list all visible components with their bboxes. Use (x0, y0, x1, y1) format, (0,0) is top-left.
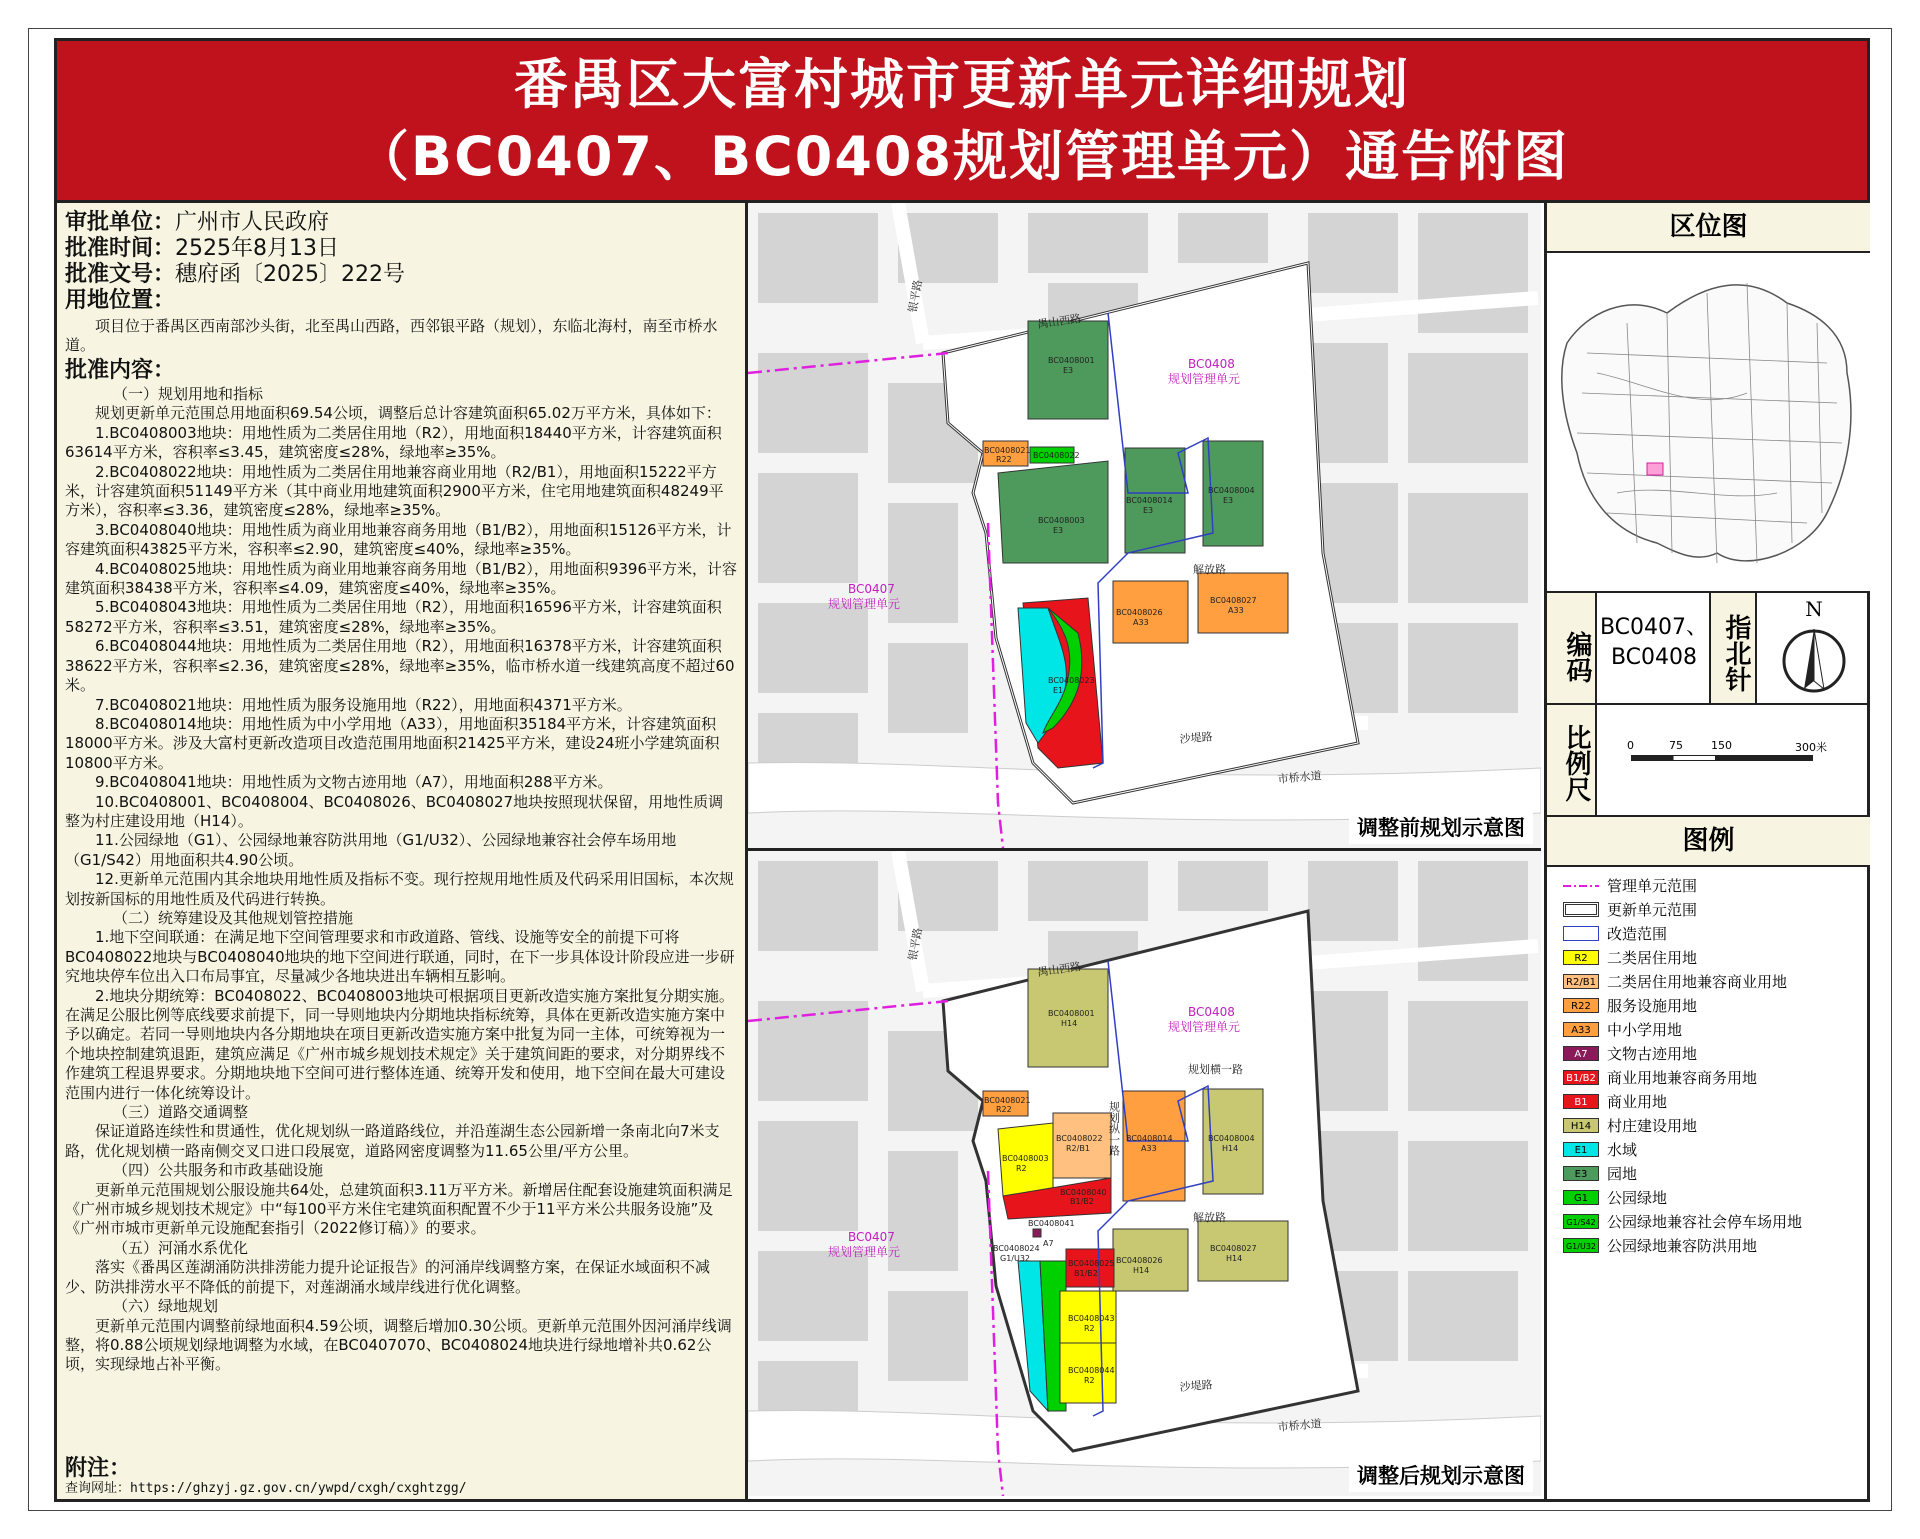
unit-bc0408-code: BC0408 (1188, 1005, 1235, 1019)
unit-bc0408-code: BC0408 (1188, 357, 1235, 371)
right-column (1544, 203, 1870, 1499)
label-bc0408014: BC0408014 (1126, 1134, 1173, 1143)
unit-bc0407-name: 规划管理单元 (828, 597, 901, 611)
s1-item: 2.BC0408022地块：用地性质为二类居住用地兼容商业用地（R2/B1），用地面积15222平方米，计容建筑面积51149平方米（其中商业用地建筑面积2900平方米，住宅用地建筑面积48249平方米），容积率≤3.36，建筑密度≤28%，绿地率≥35%。 (65, 462, 724, 520)
section-5-text: 落实《番禺区莲湖涌防洪排涝能力提升论证报告》的河涌岸线调整方案，在保证水域面积不减少、防洪排涝水平不降低的前提下，对莲湖涌水域岸线进行优化调整。 (65, 1258, 711, 1296)
project-location-marker (1647, 463, 1663, 475)
label-bc0408040: BC0408040 (1060, 1188, 1107, 1197)
section-1-title: （一）规划用地和指标 (113, 385, 264, 403)
road-yushan: 禺山西路 (1036, 311, 1082, 331)
code-value-2: BC0408 (1610, 645, 1698, 670)
legend-swatch: E3 (1563, 1166, 1599, 1181)
legend-label: 公园绿地兼容防洪用地 (1607, 1237, 1758, 1255)
label-bc0408021: BC0408021 (984, 1096, 1031, 1105)
north-arrow (1759, 595, 1869, 701)
label-a33: A33 (1228, 606, 1244, 615)
legend-label: 二类居住用地 (1607, 949, 1698, 967)
map-after-svg (748, 851, 1541, 1496)
s1-item: 9.BC0408041地块：用地性质为文物古迹用地（A7），用地面积288平方米。 (95, 773, 613, 792)
legend-dashdot-icon (1563, 878, 1599, 893)
legend-swatch: B1 (1563, 1094, 1599, 1109)
label-e3: E3 (1223, 496, 1234, 505)
label-bc0408003: BC0408003 (1002, 1154, 1049, 1163)
s1-item: 10.BC0408001、BC0408004、BC0408026、BC0408027地块按照现状保留，用地性质调整为村庄建设用地（H14）。 (65, 792, 724, 830)
unit-bc0408-name: 规划管理单元 (1168, 1020, 1241, 1034)
section-5-title: （五）河涌水系优化 (113, 1238, 249, 1257)
label-e1: E1 (1053, 686, 1064, 695)
label-bc0408027: BC0408027 (1210, 596, 1257, 605)
legend-title: 图例 (1547, 817, 1870, 867)
label-r22: R22 (996, 455, 1012, 464)
road-shadi: 沙堤路 (1179, 1378, 1214, 1394)
s1-item: 12.更新单元范围内其余地块用地性质及指标不变。现行控规用地性质及代码采用旧国标，本次规划按新国标的用地性质及代码进行转换。 (65, 870, 734, 908)
section-4-text: 更新单元范围规划公服设施共64处，总建筑面积3.11万平方米。新增居住配套设施建筑面积满足《广州市城乡规划技术规定》中“每100平方米住宅建筑面积配置不少于11平方米公共服务设施”及《广州市城市更新单元设施配套指引（2022修订稿）》的要求。 (65, 1180, 733, 1238)
legend-label: 园地 (1607, 1165, 1638, 1183)
road-zong1: 规划纵一路 (1107, 1101, 1121, 1156)
location-map-svg (1547, 253, 1870, 591)
map-before-caption: 调整前规划示意图 (1349, 810, 1533, 844)
north-label: 指北针 (1709, 593, 1757, 703)
approval-time-value: 2525年8月13日 (175, 236, 339, 261)
unit-bc0407-code: BC0407 (848, 1230, 895, 1244)
map-before-svg (748, 203, 1541, 848)
road-jiefang: 解放路 (1193, 1211, 1226, 1224)
label-bc0408003: BC0408003 (1038, 516, 1085, 525)
label-r2: R2 (1084, 1324, 1095, 1333)
label-e3: E3 (1063, 366, 1074, 375)
label-a33: A33 (1141, 1144, 1157, 1153)
section-3-title: （三）道路交通调整 (113, 1103, 249, 1122)
legend-swatch: H14 (1563, 1118, 1599, 1133)
label-a33: A33 (1133, 618, 1149, 627)
poster (54, 38, 1870, 1502)
legend-swatch: B1/B2 (1563, 1070, 1599, 1085)
approval-doc-row (65, 261, 405, 289)
label-r2-b1: R2/B1 (1066, 1144, 1090, 1153)
label-b1-b2: B1/B2 (1070, 1197, 1094, 1206)
label-bc0408004: BC0408004 (1208, 486, 1255, 495)
code-label: 编码 (1547, 593, 1597, 703)
approval-time-label: 批准时间： (65, 236, 176, 261)
section-2-title: （二）统筹建设及其他规划管控措施 (113, 908, 354, 927)
label-h14: H14 (1133, 1266, 1150, 1275)
title-band (57, 41, 1867, 203)
s1-item: 6.BC0408044地块：用地性质为二类居住用地（R2），用地面积16378平方米，计容建筑面积38622平方米，容积率≤2.36，建筑密度≤28%，绿地率≥35%，临市桥水道一线建筑高度不超过60米。 (65, 637, 735, 695)
label-bc0408027: BC0408027 (1210, 1244, 1257, 1253)
label-bc0408004: BC0408004 (1208, 1134, 1255, 1143)
label-g1-u32: G1/U32 (1000, 1254, 1031, 1263)
scale-graphic (1631, 755, 1813, 761)
label-r22: R22 (996, 1105, 1012, 1114)
code-value-1: BC0407、 (1599, 615, 1709, 640)
approval-doc-value: 穗府函〔2025〕222号 (175, 262, 405, 287)
note-label: 附注： (65, 1456, 132, 1481)
unit-bc0407-name: 规划管理单元 (828, 1245, 901, 1259)
section-3-text: 保证道路连续性和贯通性，优化规划纵一路道路线位，并沿莲湖生态公园新增一条南北向7米支路，优化规划横一路南侧交叉口进口段展宽，道路网密度调整为11.65公里/平方公里。 (65, 1122, 720, 1160)
location-map (1547, 253, 1870, 591)
label-bc0408023: BC0408023 (1048, 676, 1095, 685)
legend-swatch: E1 (1563, 1142, 1599, 1157)
s1-item: 4.BC0408025地块：用地性质为商业用地兼容商务用地（B1/B2），用地面积9396平方米，计容建筑面积38438平方米，容积率≤4.09，建筑密度≤40%，绿地率≥35%。 (65, 559, 738, 598)
section-4-title: （四）公共服务和市政基础设施 (113, 1161, 324, 1180)
scale-label: 比例尺 (1547, 705, 1597, 815)
legend-label: 村庄建设用地 (1607, 1117, 1698, 1135)
legend-label: 文物古迹用地 (1607, 1045, 1698, 1063)
legend-swatch: A7 (1563, 1046, 1599, 1061)
maps-column (748, 203, 1541, 1499)
legend-swatch: G1/U32 (1563, 1238, 1599, 1253)
section-6-title: （六）绿地规划 (113, 1297, 219, 1316)
s1-item: 3.BC0408040地块：用地性质为商业用地兼容商务用地（B1/B2），用地面积15126平方米，计容建筑面积43825平方米，容积率≤2.90，建筑密度≤40%，绿地率≥35%。 (65, 520, 732, 559)
legend-swatch: R22 (1563, 998, 1599, 1013)
legend-label: 管理单元范围 (1607, 877, 1698, 895)
s2-item: 1.地下空间联通：在满足地下空间管理要求和市政道路、管线、设施等安全的前提下可将BC0408022地块与BC0408040地块的地下空间进行联通，同时，在下一步具体设计阶段应进一步研究地块停车位出入口布局事宜，尽量减少各地块进出车辆相互影响。 (65, 928, 735, 986)
approval-unit-value: 广州市人民政府 (175, 210, 330, 235)
parcel-before-bc0408003 (998, 461, 1108, 563)
label-b1-b2: B1/B2 (1074, 1269, 1098, 1278)
north-arrow-icon (1759, 621, 1869, 701)
legend-swatch: G1 (1563, 1190, 1599, 1205)
unit-bc0407-code: BC0407 (848, 582, 895, 596)
label-r2: R2 (1084, 1376, 1095, 1385)
approval-time-row (65, 235, 339, 263)
legend-label: 公园绿地 (1607, 1189, 1668, 1207)
title-line-1: 番禺区大富村城市更新单元详细规划 (514, 53, 1410, 116)
label-bc0408014: BC0408014 (1126, 496, 1173, 505)
section-6-text: 更新单元范围内调整前绿地面积4.59公顷，调整后增加0.30公顷。更新单元范围外因河涌岸线调整，将0.88公顷规划绿地调整为水域，在BC0407070、BC0408024地块进行绿地增补共0.62公顷，实现绿地占补平衡。 (65, 1316, 732, 1374)
legend-label: 商业用地兼容商务用地 (1607, 1069, 1758, 1087)
location-label: 用地位置： (65, 288, 176, 313)
legend-swatch: R2 (1563, 950, 1599, 965)
district-outline (1562, 285, 1851, 561)
label-bc0408044: BC0408044 (1068, 1366, 1115, 1375)
north-letter: N (1805, 597, 1823, 621)
legend-swatch: R2/B1 (1563, 974, 1599, 989)
label-h14: H14 (1061, 1019, 1078, 1028)
legend-swatch: G1/S42 (1563, 1214, 1599, 1229)
label-bc0408001: BC0408001 (1048, 1009, 1095, 1018)
label-bc0408001: BC0408001 (1048, 356, 1095, 365)
road-jiefang: 解放路 (1193, 563, 1226, 576)
label-h14: H14 (1222, 1144, 1239, 1153)
content-label: 批准内容： (65, 358, 176, 383)
road-heng1: 规划横一路 (1188, 1063, 1243, 1076)
code-value (1599, 613, 1709, 673)
section-1-intro: 规划更新单元范围总用地面积69.54公顷，调整后总计容建筑面积65.02万平方米，具体如下： (95, 404, 721, 423)
legend-label: 水域 (1607, 1141, 1638, 1159)
road-shadi: 沙堤路 (1179, 730, 1214, 746)
legend-label: 更新单元范围 (1607, 901, 1698, 919)
scale-tick-0: 0 (1627, 739, 1634, 752)
map-before (748, 203, 1541, 851)
road-yinping: 银平路 (906, 278, 925, 314)
label-bc0408026: BC0408026 (1116, 1256, 1163, 1265)
title-line-2: （BC0407、BC0408规划管理单元）通告附图 (354, 125, 1570, 188)
legend-label: 服务设施用地 (1607, 997, 1698, 1015)
legend-blue-line-icon (1563, 926, 1599, 941)
label-e3: E3 (1053, 526, 1064, 535)
map-after-caption: 调整后规划示意图 (1349, 1458, 1533, 1492)
road-shiqiao: 市桥水道 (1277, 1417, 1323, 1434)
approval-doc-label: 批准文号： (65, 262, 176, 287)
s1-item: 1.BC0408003地块：用地性质为二类居住用地（R2），用地面积18440平方米，计容建筑面积63614平方米，容积率≤3.45，建筑密度≤28%，绿地率≥35%。 (65, 423, 722, 462)
road-yinping: 银平路 (906, 926, 925, 962)
parcel-after-bc0408001 (1028, 969, 1108, 1067)
label-bc0408041: BC0408041 (1028, 1219, 1075, 1228)
s2-item: 2.地块分期统筹：BC0408022、BC0408003地块可根据项目更新改造实施方案批复分期实施。在满足公服比例等底线要求前提下，同一导则地块内分期地块指标统筹，具体在更新改造实施方案中予以确定。若同一导则地块内各分期地块在项目更新改造实施方案中批复为同一主体，可统筹视为一个地块控制建筑退距，建筑应满足《广州市城乡规划技术规定》关于建筑间距的要求，对分期界线不作建筑工程退界要求。分期地块地下空间可进行整体连通、统筹开发和使用，地下空间在最大可建设范围内进行一体化统筹设计。 (65, 986, 734, 1102)
label-r2: R2 (1016, 1164, 1027, 1173)
legend-label: 公园绿地兼容社会停车场用地 (1607, 1213, 1803, 1231)
legend-label: 改造范围 (1607, 925, 1668, 943)
query-url[interactable]: 查询网址：https://ghzyj.gz.gov.cn/ywpd/cxgh/cxghtzgg/ (65, 1481, 467, 1496)
approval-unit-label: 审批单位： (65, 210, 176, 235)
road-yushan: 禺山西路 (1036, 959, 1082, 979)
unit-bc0408-name: 规划管理单元 (1168, 372, 1241, 386)
location-map-title: 区位图 (1547, 203, 1870, 253)
map-after (748, 851, 1541, 1496)
s1-item: 11.公园绿地（G1）、公园绿地兼容防洪用地（G1/U32）、公园绿地兼容社会停车场用地（G1/S42）用地面积共4.90公顷。 (65, 831, 677, 869)
approval-panel (57, 203, 748, 1499)
parcel-after-bc0408041 (1033, 1229, 1041, 1237)
label-bc0408025: BC0408025 (1068, 1259, 1115, 1268)
scale-tick-300: 300米 (1795, 741, 1827, 754)
label-bc0408021: BC0408021 (984, 446, 1031, 455)
label-h14: H14 (1226, 1254, 1243, 1263)
parcel-after-bc0408025 (1066, 1249, 1114, 1287)
legend-double-line-icon (1563, 902, 1599, 917)
label-bc0408026: BC0408026 (1116, 608, 1163, 617)
label-bc0408024: BC0408024 (993, 1244, 1040, 1253)
label-e3: E3 (1143, 506, 1154, 515)
label-a7: A7 (1043, 1239, 1054, 1248)
legend-swatch: A33 (1563, 1022, 1599, 1037)
label-bc0408043: BC0408043 (1068, 1314, 1115, 1323)
road-shiqiao: 市桥水道 (1277, 769, 1323, 786)
s1-item: 5.BC0408043地块：用地性质为二类居住用地（R2），用地面积16596平方米，计容建筑面积58272平方米，容积率≤3.51，建筑密度≤28%，绿地率≥35%。 (65, 598, 722, 636)
legend-label: 二类居住用地兼容商业用地 (1607, 973, 1788, 991)
legend-label: 中小学用地 (1607, 1021, 1683, 1039)
label-bc0408022: BC0408022 (1033, 451, 1080, 460)
scale-tick-150: 150 (1711, 739, 1732, 752)
approval-unit-row (65, 209, 329, 237)
legend-label: 商业用地 (1607, 1093, 1668, 1111)
scale-tick-75: 75 (1669, 739, 1683, 752)
s1-item: 8.BC0408014地块：用地性质为中小学用地（A33），用地面积35184平方米，计容建筑面积18000平方米。涉及大富村更新改造项目改造范围用地面积21425平方米，建设24班小学建筑面积10800平方米。 (65, 714, 720, 772)
location-text: 项目位于番禺区西南部沙头街，北至禺山西路，西邻银平路（规划），东临北海村，南至市桥水道。 (65, 317, 718, 355)
content-body (65, 385, 737, 1375)
s1-item: 7.BC0408021地块：用地性质为服务设施用地（R22），用地面积4371平方米。 (95, 695, 632, 714)
label-bc0408022: BC0408022 (1056, 1134, 1103, 1143)
scale-bar (1599, 705, 1870, 815)
